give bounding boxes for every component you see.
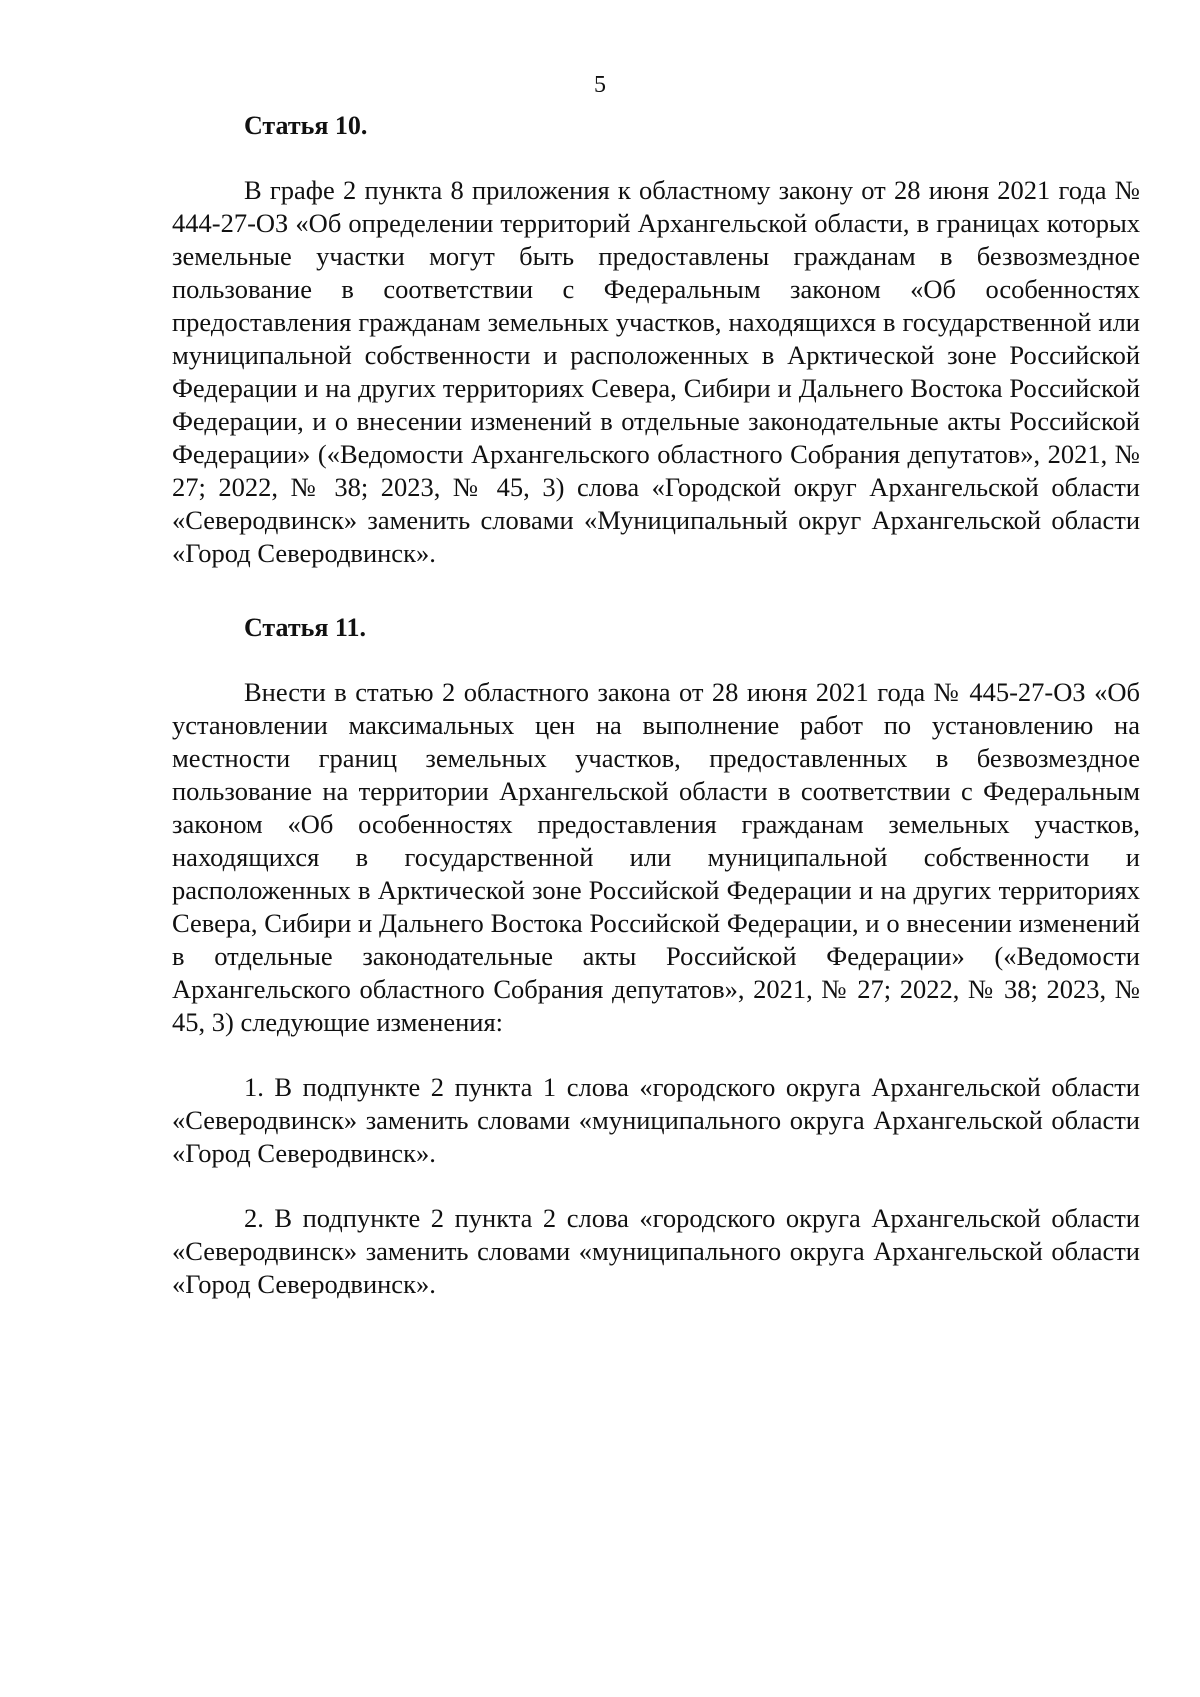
article-paragraph: Внести в статью 2 областного закона от 28 июня 2021 года № 445-27-ОЗ «Об установлении максимальных цен на выполнение работ по установлению на местности границ земельных участков, предоставленных в безвозмездное пользование на территории Архангельской области в соответствии с Федеральным законом «Об особенностях предоставления гражданам земельных участков, находящихся в государственной или муниципальной собственности и расположенных в Арктической зоне Российской Федерации и на других территориях Севера, Сибири и Дальнего Востока Российской Федерации, и о внесении изменений в отдельные законодательные акты Российской Федерации» («Ведомости Архангельского областного Собрания депутатов», 2021, № 27; 2022, № 38; 2023, № 45, 3) следующие изменения: <box>172 677 1140 1037</box>
amendment-item-2: 2. В подпункте 2 пункта 2 слова «городского округа Архангельской области «Северодвинск» заменить словами «муниципального округа Архангельской области «Город Северодвинск». <box>172 1203 1140 1299</box>
article-heading: Статья 11. <box>244 613 367 642</box>
article-10 <box>172 110 1140 570</box>
document-body <box>172 110 1140 1333</box>
amendment-item-1: 1. В подпункте 2 пункта 1 слова «городского округа Архангельской области «Северодвинск» заменить словами «муниципального округа Архангельской области «Город Северодвинск». <box>172 1072 1140 1168</box>
article-body <box>172 676 1140 1301</box>
page-number: 5 <box>594 72 606 98</box>
article-body <box>172 174 1140 570</box>
article-paragraph: В графе 2 пункта 8 приложения к областному закону от 28 июня 2021 года № 444-27-ОЗ «Об определении территорий Архангельской области, в границах которых земельные участки могут быть предоставлены гражданам в безвозмездное пользование в соответствии с Федеральным законом «Об особенностях предоставления гражданам земельных участков, находящихся в государственной или муниципальной собственности и расположенных в Арктической зоне Российской Федерации и на других территориях Севера, Сибири и Дальнего Востока Российской Федерации, и о внесении изменений в отдельные законодательные акты Российской Федерации» («Ведомости Архангельского областного Собрания депутатов», 2021, № 27; 2022, № 38; 2023, № 45, 3) слова «Городской округ Архангельской области «Северодвинск» заменить словами «Муниципальный округ Архангельской области «Город Северодвинск». <box>172 175 1140 568</box>
article-heading: Статья 10. <box>244 111 368 140</box>
article-11 <box>172 612 1140 1301</box>
